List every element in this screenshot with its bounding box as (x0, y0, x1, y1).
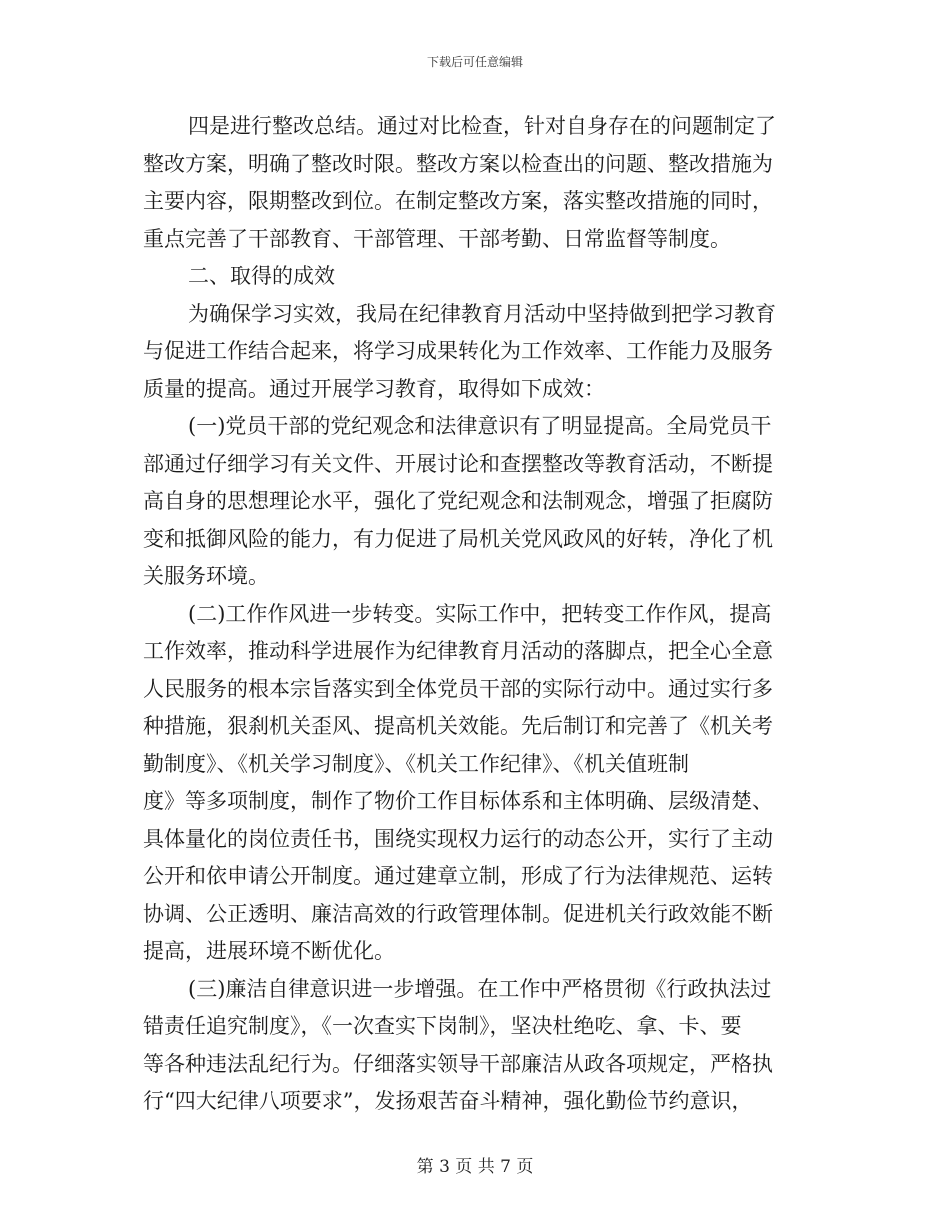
paragraph-line: 度》等多项制度，制作了物价工作目标体系和主体明确、层级清楚、 (143, 789, 773, 813)
paragraph-line: (二)工作作风进一步转变。实际工作中，把转变工作作风，提高 (188, 601, 772, 626)
paragraph-line: 质量的提高。通过开展学习教育，取得如下成效： (143, 376, 605, 401)
paragraph-line: 错责任追究制度》，《一次查实下岗制》，坚决杜绝吃、拿、卡、要 (143, 1014, 742, 1038)
paragraph-line: 变和抵御风险的能力，有力促进了局机关党风政风的好转，净化了机 (143, 526, 773, 551)
paragraph-line: 主要内容，限期整改到位。在制定整改方案，落实整改措施的同时， (143, 189, 773, 213)
paragraph-line: 关服务环境。 (143, 564, 269, 588)
paragraph-line: 协调、公正透明、廉洁高效的行政管理体制。促进机关行政效能不断 (143, 901, 773, 926)
paragraph-line: 为确保学习实效，我局在纪律教育月活动中坚持做到把学习教育 (188, 301, 776, 326)
paragraph-line: 部通过仔细学习有关文件、开展讨论和查摆整改等教育活动，不断提 (143, 451, 773, 476)
paragraph-line: 提高，进展环境不断优化。 (143, 939, 395, 963)
document-body (143, 108, 793, 1121)
paragraph-line: 等各种违法乱纪行为。仔细落实领导干部廉洁从政各项规定，严格执 (143, 1051, 773, 1076)
paragraph-line: (一)党员干部的党纪观念和法律意识有了明显提高。全局党员干 (188, 414, 772, 438)
paragraph-line: 人民服务的根本宗旨落实到全体党员干部的实际行动中。通过实行多 (143, 676, 773, 701)
page-header: 下载后可任意编辑 (426, 55, 523, 69)
paragraph-line: 具体量化的岗位责任书，围绕实现权力运行的动态公开，实行了主动 (143, 826, 773, 851)
paragraph-line: 整改方案，明确了整改时限。整改方案以检查出的问题、整改措施为 (143, 151, 773, 176)
paragraph-line: 高自身的思想理论水平，强化了党纪观念和法制观念，增强了拒腐防 (143, 489, 773, 513)
page-number: 第 3 页 共 7 页 (416, 1157, 534, 1177)
paragraph-line: 工作效率，推动科学进展作为纪律教育月活动的落脚点，把全心全意 (143, 639, 773, 663)
paragraph-line: 重点完善了干部教育、干部管理、干部考勤、日常监督等制度。 (143, 226, 731, 251)
paragraph-line: 公开和依申请公开制度。通过建章立制，形成了行为法律规范、运转 (143, 864, 773, 888)
paragraph-line: 勤制度》、《机关学习制度》、《机关工作纪律》、《机关值班制 (143, 751, 689, 776)
paragraph-line: 种措施，狠刹机关歪风、提高机关效能。先后制订和完善了《机关考 (143, 714, 773, 738)
paragraph-line: 四是进行整改总结。通过对比检查，针对自身存在的问题制定了 (188, 114, 776, 138)
paragraph-line: 行“四大纪律八项要求”，发扬艰苦奋斗精神，强化勤俭节约意识， (143, 1089, 753, 1113)
paragraph-line: 与促进工作结合起来，将学习成果转化为工作效率、工作能力及服务 (143, 339, 773, 363)
section-heading: 二、取得的成效 (188, 264, 335, 288)
paragraph-line: (三)廉洁自律意识进一步增强。在工作中严格贯彻《行政执法过 (188, 976, 772, 1001)
